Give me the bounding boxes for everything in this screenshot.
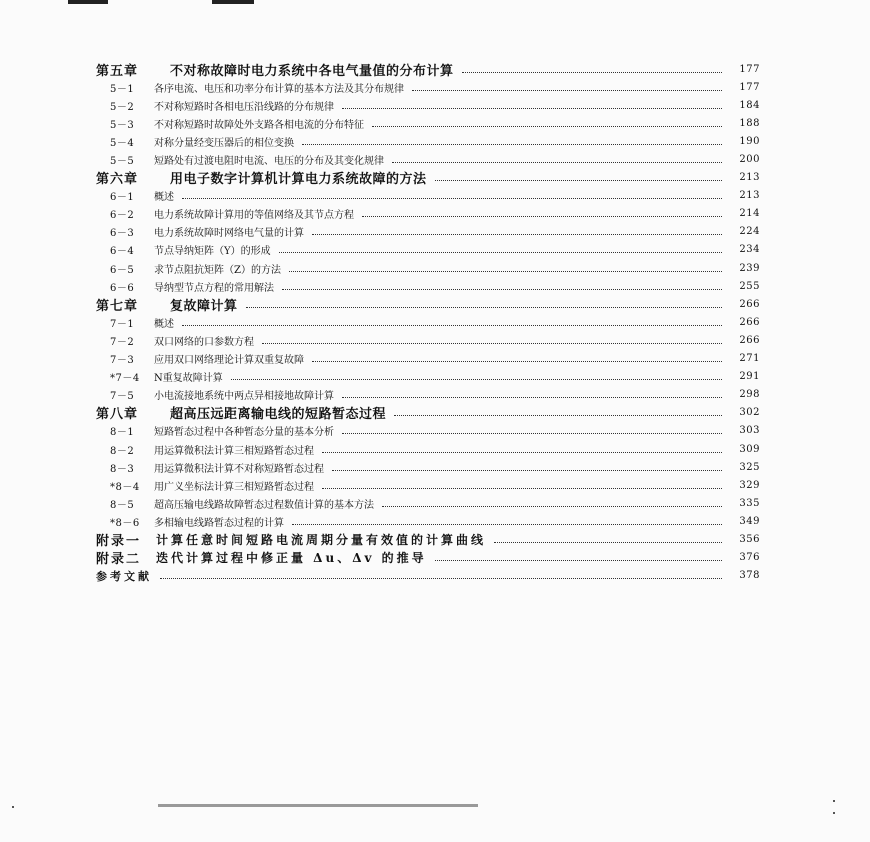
toc-entry-title: 不对称短路时故障处外支路各相电流的分布特征 xyxy=(154,119,364,131)
toc-leader-dots xyxy=(412,80,722,91)
toc-leader-dots xyxy=(262,333,722,344)
scan-speck xyxy=(833,800,835,802)
toc-entry-page: 239 xyxy=(739,262,760,274)
toc-entry-page: 190 xyxy=(739,135,760,147)
toc-entry-number: 5－5 xyxy=(110,156,135,168)
toc-entry-number: 8－3 xyxy=(110,463,135,475)
toc-entry-page: 356 xyxy=(739,533,760,545)
toc-entry-page: 329 xyxy=(739,479,760,491)
toc-entry-title: 导纳型节点方程的常用解法 xyxy=(154,282,274,294)
toc-entry-page: 349 xyxy=(739,515,760,527)
toc-entry-page: 291 xyxy=(739,371,760,383)
toc-leader-dots xyxy=(342,98,722,109)
toc-entry-page: 214 xyxy=(739,208,760,220)
toc-entry xyxy=(96,78,760,96)
toc-entry xyxy=(96,549,760,567)
toc-entry-title: 各序电流、电压和功率分布计算的基本方法及其分布规律 xyxy=(154,83,404,95)
toc-entry-number: 第六章 xyxy=(96,172,139,187)
toc-entry-title: 计算任意时间短路电流周期分量有效值的计算曲线 xyxy=(156,532,487,547)
toc-entry-number: 6－3 xyxy=(110,228,135,240)
toc-entry-number: 7－2 xyxy=(110,336,135,348)
toc-entry xyxy=(96,132,760,150)
toc-entry xyxy=(96,331,760,349)
toc-entry-page: 234 xyxy=(739,244,760,256)
toc-entry-page: 325 xyxy=(739,461,760,473)
toc-entry xyxy=(96,440,760,458)
toc-entry-number: 8－2 xyxy=(110,445,135,457)
toc-entry-title: 短路暂态过程中各种暂态分量的基本分析 xyxy=(154,427,334,439)
toc-entry xyxy=(96,368,760,386)
toc-entry-page: 266 xyxy=(739,334,760,346)
toc-entry-title: 超高压输电线路故障暂态过程数值计算的基本方法 xyxy=(154,499,374,511)
toc-leader-dots xyxy=(182,188,722,199)
toc-entry-number: 8－5 xyxy=(110,499,135,511)
toc-entry-number: 6－4 xyxy=(110,246,135,258)
toc-leader-dots xyxy=(279,242,722,253)
toc-entry-number: 7－5 xyxy=(110,391,135,403)
toc-entry-number: 第八章 xyxy=(96,407,139,422)
toc-entry-page: 298 xyxy=(739,389,760,401)
toc-entry-page: 266 xyxy=(739,316,760,328)
toc-entry-title: 多相输电线路暂态过程的计算 xyxy=(154,517,284,529)
toc-leader-dots xyxy=(231,369,722,380)
toc-entry-title: 概述 xyxy=(154,192,174,204)
toc-leader-dots xyxy=(312,351,722,362)
toc-entry-page: 309 xyxy=(739,443,760,455)
toc-leader-dots xyxy=(372,116,722,127)
toc-entry-title: 用广义坐标法计算三相短路暂态过程 xyxy=(154,481,314,493)
toc-entry-page: 303 xyxy=(739,425,760,437)
scan-speck xyxy=(833,812,835,814)
toc-entry xyxy=(96,350,760,368)
top-scan-mark-left xyxy=(68,0,108,4)
toc-entry xyxy=(96,241,760,259)
toc-entry-title: 用运算微积法计算三相短路暂态过程 xyxy=(154,445,314,457)
toc-entry-title: 求节点阻抗矩阵（Z）的方法 xyxy=(154,264,281,276)
toc-entry-number: 6－6 xyxy=(110,282,135,294)
toc-entry xyxy=(96,530,760,548)
toc-entry-number: *7－4 xyxy=(110,373,140,385)
toc-entry xyxy=(96,476,760,494)
toc-entry-page: 188 xyxy=(739,117,760,129)
toc-entry-title: 应用双口网络理论计算双重复故障 xyxy=(154,355,304,367)
toc-leader-dots xyxy=(322,478,722,489)
toc-entry-number: 第七章 xyxy=(96,298,139,314)
toc-entry xyxy=(96,150,760,168)
toc-entry xyxy=(96,223,760,241)
toc-entry xyxy=(96,169,760,187)
toc-entry-number: *8－4 xyxy=(110,481,140,493)
toc-entry-number: *8－6 xyxy=(110,517,140,529)
toc-entry xyxy=(96,458,760,476)
toc-entry-number: 6－2 xyxy=(110,210,135,222)
toc-leader-dots xyxy=(332,460,722,471)
toc-entry xyxy=(96,422,760,440)
toc-entry xyxy=(96,205,760,223)
toc-entry-number: 6－1 xyxy=(110,192,135,204)
toc-entry xyxy=(96,259,760,277)
toc-entry-title: 不对称短路时各相电压沿线路的分布规律 xyxy=(154,101,334,113)
toc-entry-page: 335 xyxy=(739,497,760,509)
toc-entry xyxy=(96,60,760,78)
toc-entry-page: 184 xyxy=(739,99,760,111)
toc-entry-number: 第五章 xyxy=(96,63,139,79)
table-of-contents xyxy=(96,60,760,585)
toc-entry xyxy=(96,386,760,404)
toc-entry-title: 短路处有过渡电阻时电流、电压的分布及其变化规律 xyxy=(154,156,384,168)
toc-entry xyxy=(96,512,760,530)
toc-entry-number: 6－5 xyxy=(110,264,135,276)
toc-entry-page: 177 xyxy=(739,81,760,93)
toc-leader-dots xyxy=(462,62,722,73)
toc-entry-title: 小电流接地系统中两点异相接地故障计算 xyxy=(154,391,334,403)
toc-entry-title: 复故障计算 xyxy=(170,298,238,314)
toc-leader-dots xyxy=(246,297,722,308)
toc-entry-page: 378 xyxy=(739,570,760,582)
toc-entry xyxy=(96,96,760,114)
toc-entry-page: 200 xyxy=(739,154,760,166)
toc-leader-dots xyxy=(342,423,722,434)
toc-leader-dots xyxy=(382,496,722,507)
toc-leader-dots xyxy=(302,134,722,145)
toc-entry-title: 对称分量经变压器后的相位变换 xyxy=(154,137,294,149)
toc-entry-number: 附录二 xyxy=(96,552,142,567)
toc-entry-page: 213 xyxy=(739,190,760,202)
toc-leader-dots xyxy=(342,387,722,398)
toc-leader-dots xyxy=(160,568,722,579)
toc-entry-title: 电力系统故障时网络电气量的计算 xyxy=(154,228,304,240)
toc-entry-title: N重复故障计算 xyxy=(154,373,223,385)
toc-entry-title: 超高压远距离输电线的短路暂态过程 xyxy=(170,407,387,422)
toc-entry-number: 附录一 xyxy=(96,533,142,549)
toc-entry-title: 概述 xyxy=(154,318,174,330)
toc-entry xyxy=(96,114,760,132)
toc-entry-page: 213 xyxy=(739,172,760,184)
toc-entry-number: 5－1 xyxy=(110,83,135,95)
toc-entry xyxy=(96,313,760,331)
toc-entry-page: 266 xyxy=(739,298,760,310)
toc-entry-page: 177 xyxy=(739,63,760,75)
toc-leader-dots xyxy=(494,532,722,543)
toc-entry-title: 迭代计算过程中修正量 Δu、Δv 的推导 xyxy=(156,551,427,566)
toc-entry-title: 双口网络的口参数方程 xyxy=(154,336,254,348)
toc-entry xyxy=(96,494,760,512)
toc-entry xyxy=(96,277,760,295)
toc-leader-dots xyxy=(362,206,722,217)
toc-leader-dots xyxy=(322,442,722,453)
toc-entry-page: 224 xyxy=(739,226,760,238)
toc-entry-page: 255 xyxy=(739,280,760,292)
toc-entry-title: 节点导纳矩阵（Y）的形成 xyxy=(154,246,271,258)
toc-entry-number: 7－3 xyxy=(110,355,135,367)
toc-entry-number: 5－2 xyxy=(110,101,135,113)
toc-leader-dots xyxy=(282,279,722,290)
toc-leader-dots xyxy=(435,170,722,181)
toc-entry-number: 7－1 xyxy=(110,318,135,330)
toc-entry-title: 用运算微积法计算不对称短路暂态过程 xyxy=(154,463,324,475)
toc-leader-dots xyxy=(394,405,722,416)
toc-entry xyxy=(96,187,760,205)
toc-leader-dots xyxy=(289,261,722,272)
scan-speck xyxy=(12,806,14,808)
toc-entry-title: 用电子数字计算机计算电力系统故障的方法 xyxy=(170,172,427,187)
toc-entry xyxy=(96,404,760,422)
toc-leader-dots xyxy=(312,224,722,235)
top-scan-mark-right xyxy=(212,0,254,4)
toc-entry-page: 302 xyxy=(739,407,760,419)
toc-leader-dots xyxy=(182,315,722,326)
toc-entry-number: 8－1 xyxy=(110,427,135,439)
toc-entry-number: 5－3 xyxy=(110,119,135,131)
toc-entry-title: 电力系统故障计算用的等值网络及其节点方程 xyxy=(154,210,354,222)
toc-entry-number: 5－4 xyxy=(110,137,135,149)
toc-entry xyxy=(96,567,760,585)
toc-entry xyxy=(96,295,760,313)
footer-scan-artifact xyxy=(158,804,478,807)
toc-entry-page: 271 xyxy=(739,353,760,365)
toc-leader-dots xyxy=(392,152,722,163)
toc-leader-dots xyxy=(435,550,722,561)
toc-entry-title: 参考文献 xyxy=(96,569,152,583)
toc-entry-page: 376 xyxy=(739,552,760,564)
toc-leader-dots xyxy=(292,514,722,525)
toc-entry-title: 不对称故障时电力系统中各电气量值的分布计算 xyxy=(170,63,454,79)
